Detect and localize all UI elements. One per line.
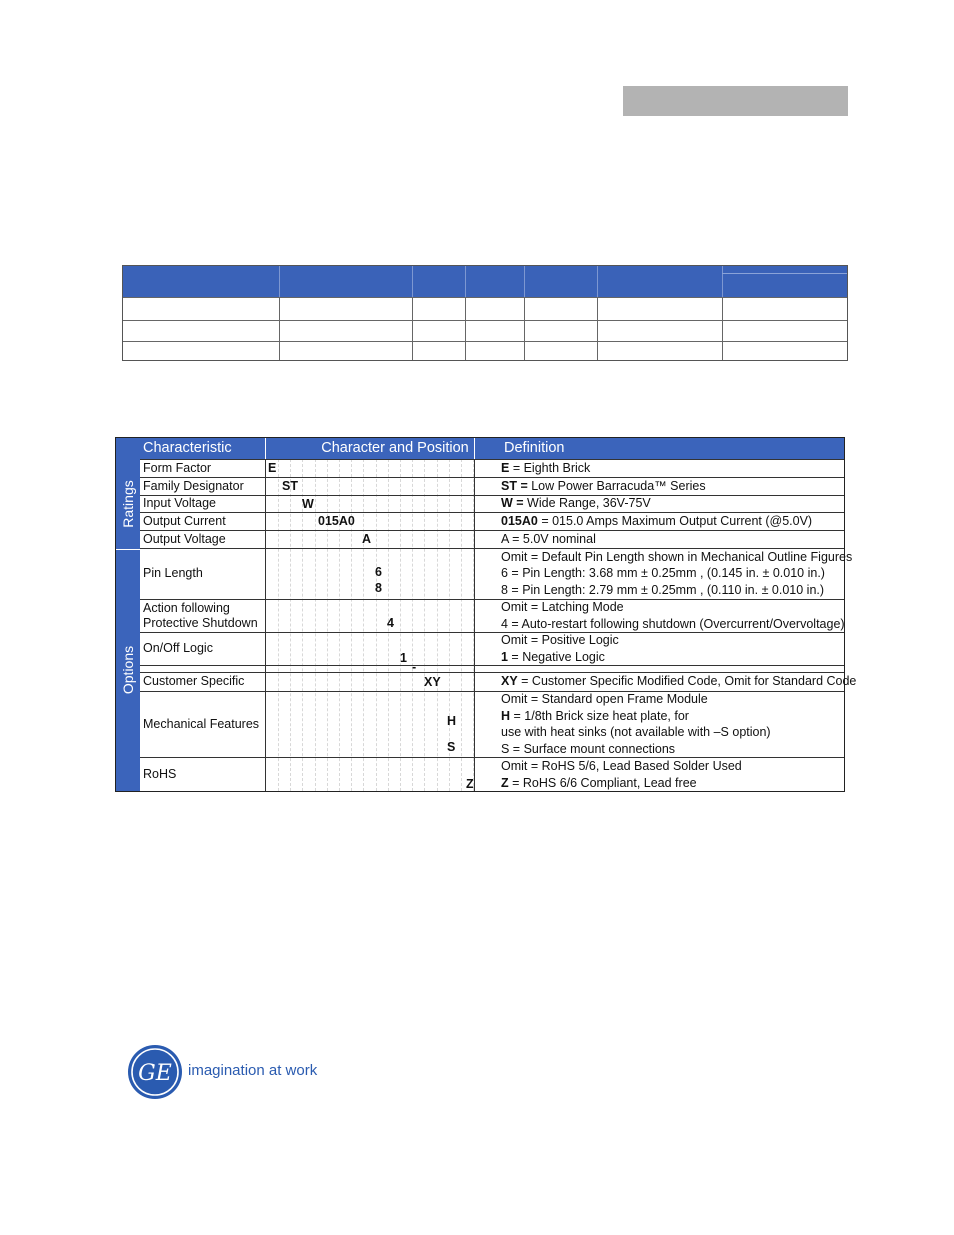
definition-line [501, 514, 812, 528]
definition-line [501, 709, 689, 723]
table-row [140, 548, 853, 600]
definition-line [501, 650, 605, 664]
definition-line [501, 759, 742, 773]
table-rule [123, 341, 847, 342]
table-row [140, 757, 844, 793]
definition-line [501, 617, 845, 631]
position-code: Z [466, 776, 474, 791]
position-code: 8 [375, 580, 382, 595]
definition-line [501, 633, 619, 647]
position-code: 1 [400, 650, 407, 665]
definition-text: Low Power Barracuda™ Series [527, 478, 706, 493]
table-rule [722, 273, 847, 274]
table-col-divider [524, 266, 525, 297]
table-col-divider [722, 266, 723, 297]
definition-text: = Eighth Brick [509, 460, 591, 475]
ratings-label: Ratings [120, 480, 136, 528]
header-col-divider [474, 438, 475, 459]
table-col-divider [465, 297, 466, 360]
table-rule [123, 320, 847, 321]
definition-line [501, 496, 651, 510]
definition-code: W = [501, 496, 524, 511]
table-col-divider [412, 266, 413, 297]
ordering-table-header [123, 266, 847, 297]
definition-line [501, 532, 596, 546]
definition-text: Omit = RoHS 5/6, Lead Based Solder Used [501, 759, 742, 773]
position-code: E [268, 461, 277, 475]
options-label: Options [120, 645, 136, 695]
table-col-divider [597, 266, 598, 297]
characteristic-label: Family Designator [143, 478, 244, 493]
table-row [140, 512, 844, 531]
table-row [140, 672, 857, 692]
definition-code: XY [501, 674, 518, 689]
definition-text: Omit = Default Pin Length shown in Mechanical Outline Figures [501, 549, 853, 564]
ge-monogram-icon [126, 1043, 184, 1101]
header-col-divider [265, 438, 266, 459]
position-code: 015A0 [318, 514, 355, 528]
characteristic-label: Pin Length [143, 566, 203, 580]
header-definition: Definition [504, 440, 565, 456]
header-characteristic: Characteristic [143, 440, 232, 456]
position-code: XY [424, 674, 441, 689]
logo-tagline: imagination at work [188, 1062, 318, 1079]
coding-table-header [140, 438, 844, 459]
definition-text: 8 = Pin Length: 2.79 mm ± 0.25mm , (0.110 in. ± 0.010 in.) [501, 582, 825, 597]
definition-line [501, 550, 852, 564]
table-row [140, 477, 844, 496]
definition-text: 6 = Pin Length: 3.68 mm ± 0.25mm , (0.145 in. ± 0.010 in.) [501, 566, 825, 581]
definition-line [501, 692, 708, 706]
definition-text: 4 = Auto-restart following shutdown (Overcurrent/Overvoltage) [501, 616, 845, 631]
side-band-divider [116, 549, 140, 550]
definition-line [501, 461, 590, 475]
definition-line [501, 776, 697, 790]
definition-line [501, 566, 825, 580]
definition-line [501, 583, 824, 597]
definition-code: E [501, 460, 510, 475]
definition-code: ST = [501, 478, 528, 493]
position-code: W [302, 496, 314, 511]
characteristic-label: Protective Shutdown [143, 615, 258, 630]
definition-text: S = Surface mount connections [501, 741, 676, 756]
definition-code: Z [501, 775, 509, 790]
definition-text: Omit = Standard open Frame Module [501, 692, 708, 706]
characteristic-label: Form Factor [143, 460, 212, 475]
table-col-divider [412, 297, 413, 360]
definition-text: use with heat sinks (not available with –S option) [501, 725, 771, 739]
table-col-divider [722, 297, 723, 360]
characteristic-label: Action following [143, 600, 230, 615]
table-row [140, 599, 844, 633]
table-col-divider [524, 297, 525, 360]
definition-line [501, 674, 856, 688]
table-col-divider [465, 266, 466, 297]
definition-line [501, 742, 675, 756]
table-col-divider [279, 266, 280, 297]
table-col-divider [597, 297, 598, 360]
definition-text: Omit = Latching Mode [501, 600, 624, 614]
characteristic-label: Customer Specific [143, 674, 245, 688]
definition-text: Omit = Positive Logic [501, 633, 619, 647]
definition-code: H [501, 708, 511, 723]
position-code: - [412, 660, 417, 674]
definition-text: A = 5.0V nominal [501, 531, 596, 546]
ge-logo [126, 1043, 326, 1101]
definition-text: = 1/8th Brick size heat plate, for [510, 708, 689, 723]
definition-code: 1 [501, 649, 508, 664]
definition-line [501, 600, 624, 614]
col-divider [474, 459, 475, 791]
definition-text: = 015.0 Amps Maximum Output Current (@5.0V) [537, 513, 813, 528]
table-row [140, 632, 844, 666]
characteristic-label: Output Current [143, 513, 226, 528]
definition-line [501, 725, 771, 739]
ordering-info-table [122, 265, 848, 361]
characteristic-label: Mechanical Features [143, 716, 260, 731]
position-code: 6 [375, 564, 382, 579]
col-divider [265, 459, 266, 791]
svg-text:GE: GE [138, 1061, 172, 1086]
position-code: A [362, 532, 372, 546]
table-row [140, 459, 844, 478]
position-code: H [447, 714, 457, 728]
position-code: S [447, 740, 456, 754]
definition-text: = RoHS 6/6 Compliant, Lead free [508, 775, 697, 790]
position-code: 4 [387, 615, 394, 630]
header-character-position: Character and Position [321, 440, 469, 456]
part-number-coding-table [115, 437, 857, 792]
definition-text: Wide Range, 36V-75V [523, 496, 651, 511]
position-code: ST [282, 479, 298, 493]
definition-text: = Customer Specific Modified Code, Omit for Standard Code [517, 674, 857, 689]
definition-line [501, 479, 706, 493]
table-col-divider [279, 297, 280, 360]
table-rule [123, 297, 847, 298]
header-gray-bar [623, 86, 848, 116]
characteristic-label: Output Voltage [143, 531, 226, 546]
table-row [140, 691, 844, 758]
characteristic-label: Input Voltage [143, 496, 216, 510]
table-row [140, 495, 844, 513]
characteristic-label: On/Off Logic [143, 641, 213, 655]
table-row [140, 530, 844, 549]
characteristic-label: RoHS [143, 767, 177, 781]
definition-code: 015A0 [501, 513, 538, 528]
definition-text: = Negative Logic [507, 649, 605, 664]
